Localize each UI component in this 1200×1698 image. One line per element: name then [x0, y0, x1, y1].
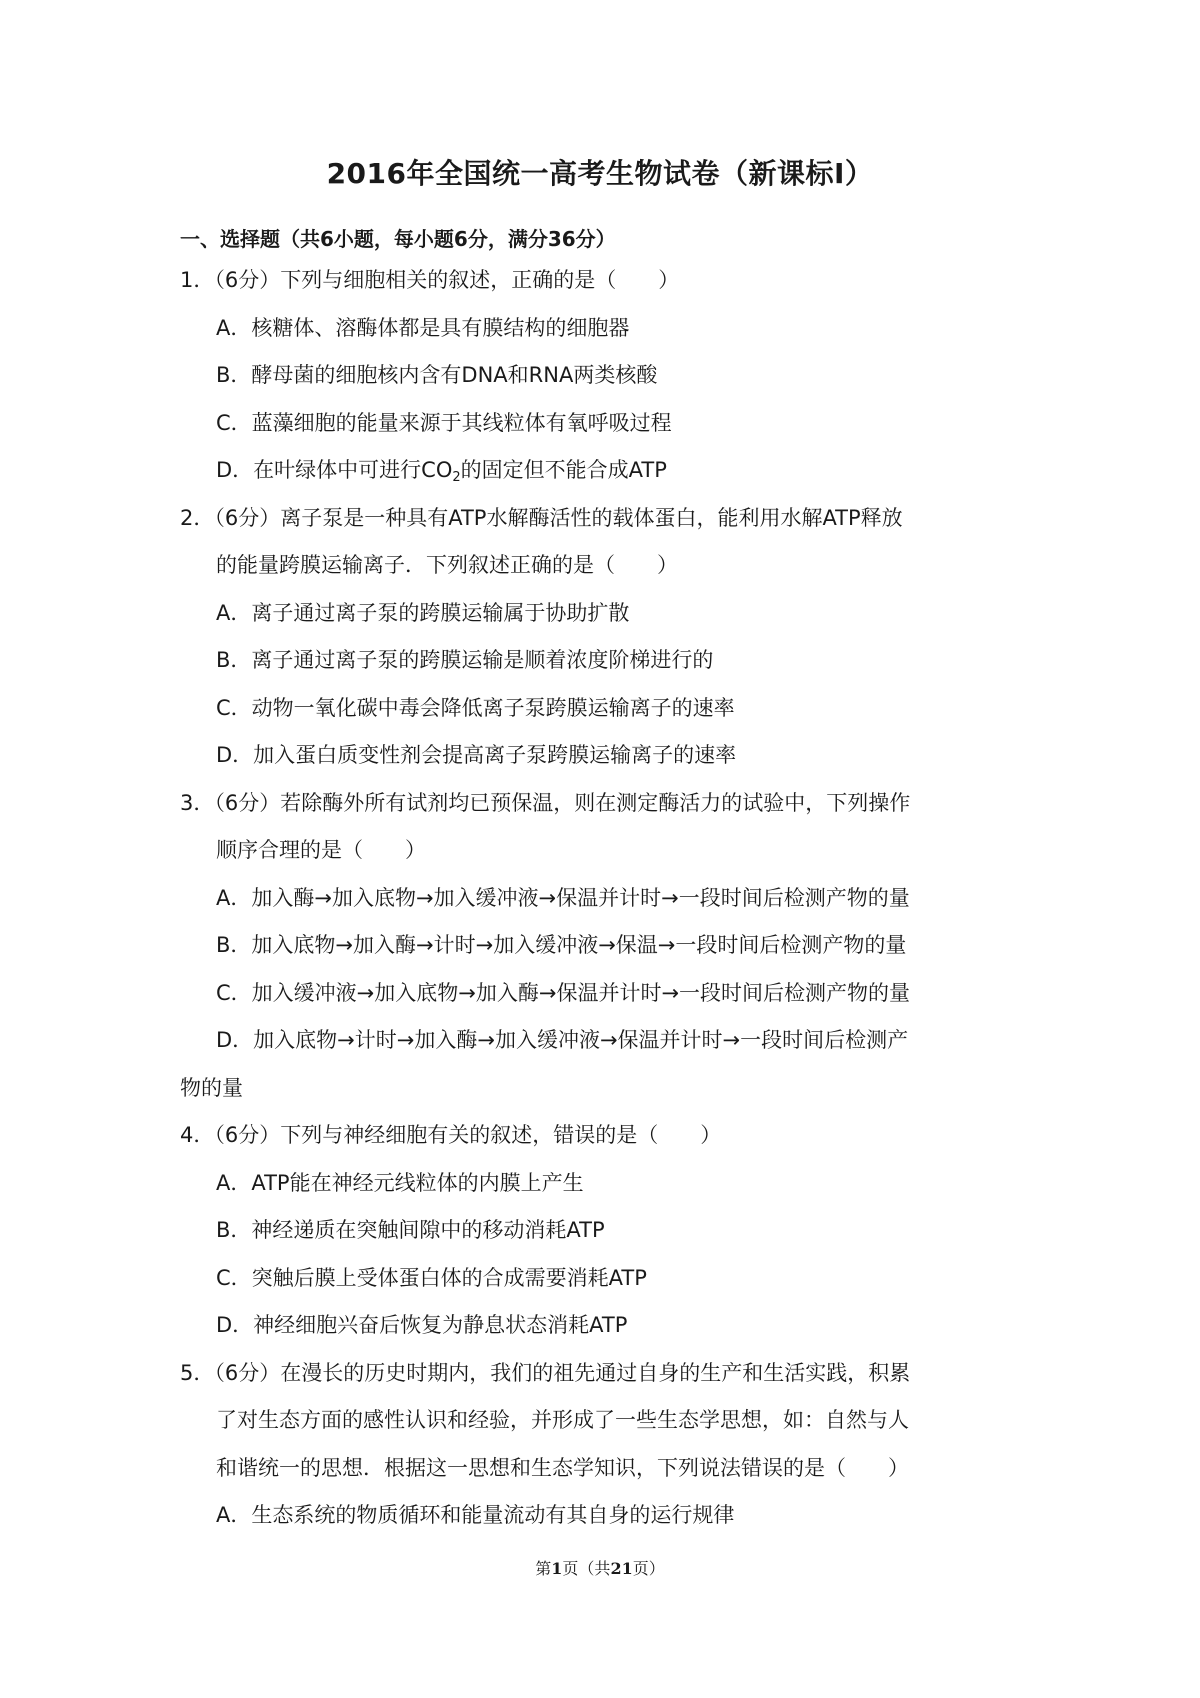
question-1-option-c: C．蓝藻细胞的能量来源于其线粒体有氧呼吸过程: [216, 410, 672, 435]
option-d-suffix: 的固定但不能合成ATP: [460, 458, 667, 482]
footer-page-number: 1: [551, 1559, 563, 1578]
question-2-option-d: D．加入蛋白质变性剂会提高离子泵跨膜运输离子的速率: [216, 743, 737, 767]
question-3-option-b: B．加入底物→加入酶→计时→加入缓冲液→保温→一段时间后检测产物的量: [216, 933, 907, 957]
question-3-stem: 3．（6分）若除酶外所有试剂均已预保温，则在测定酶活力的试验中，下列操作: [180, 790, 911, 815]
question-3-option-d: D．加入底物→计时→加入酶→加入缓冲液→保温并计时→一段时间后检测产: [216, 1028, 909, 1052]
question-2-stem-continued: 的能量跨膜运输离子．下列叙述正确的是（ ）: [216, 553, 678, 577]
footer-total-pages: 21: [610, 1559, 633, 1578]
question-2-stem: 2．（6分）离子泵是一种具有ATP水解酶活性的载体蛋白，能利用水解ATP释放: [180, 505, 903, 530]
footer-prefix: 第: [535, 1559, 552, 1578]
question-4-option-d: D．神经细胞兴奋后恢复为静息状态消耗ATP: [216, 1313, 628, 1337]
question-1-option-a: A．核糖体、溶酶体都是具有膜结构的细胞器: [216, 315, 630, 340]
question-5-option-a: A．生态系统的物质循环和能量流动有其自身的运行规律: [216, 1503, 735, 1527]
footer-suffix: 页）: [632, 1559, 665, 1578]
question-1-option-b: B．酵母菌的细胞核内含有DNA和RNA两类核酸: [216, 363, 658, 387]
question-2-option-a: A．离子通过离子泵的跨膜运输属于协助扩散: [216, 600, 630, 625]
page-title: 2016年全国统一高考生物试卷（新课标Ⅰ）: [326, 157, 874, 190]
question-4-option-a: A．ATP能在神经元线粒体的内膜上产生: [216, 1170, 584, 1195]
question-3-option-d-wrap: 物的量: [180, 1075, 243, 1100]
question-list: [180, 257, 1040, 1540]
question-4-stem: 4．（6分）下列与神经细胞有关的叙述，错误的是（ ）: [180, 1123, 722, 1147]
option-d-prefix: D．在叶绿体中可进行CO: [216, 458, 453, 482]
question-4-option-c: C．突触后膜上受体蛋白体的合成需要消耗ATP: [216, 1265, 647, 1290]
question-3-option-a: A．加入酶→加入底物→加入缓冲液→保温并计时→一段时间后检测产物的量: [216, 885, 910, 910]
question-5-stem-continued-2: 和谐统一的思想．根据这一思想和生态学知识，下列说法错误的是（ ）: [216, 1455, 909, 1480]
page-footer: [0, 1556, 1200, 1579]
question-3-stem-continued: 顺序合理的是（ ）: [216, 838, 426, 862]
question-4-option-b: B．神经递质在突触间隙中的移动消耗ATP: [216, 1218, 605, 1242]
question-5-stem-continued-1: 了对生态方面的感性认识和经验，并形成了一些生态学思想，如：自然与人: [216, 1408, 909, 1432]
question-2-option-c: C．动物一氧化碳中毒会降低离子泵跨膜运输离子的速率: [216, 695, 735, 720]
question-1-stem: 1．（6分）下列与细胞相关的叙述，正确的是（ ）: [180, 268, 680, 292]
question-5-stem: 5．（6分）在漫长的历史时期内，我们的祖先通过自身的生产和生活实践，积累: [180, 1360, 911, 1385]
co2-subscript: 2: [452, 470, 461, 485]
footer-middle: 页（共: [562, 1559, 611, 1578]
question-2-option-b: B．离子通过离子泵的跨膜运输是顺着浓度阶梯进行的: [216, 648, 714, 672]
section-heading: 一、选择题（共6小题，每小题6分，满分36分）: [180, 227, 616, 251]
question-1-option-d: [180, 447, 1040, 495]
question-3-option-c: C．加入缓冲液→加入底物→加入酶→保温并计时→一段时间后检测产物的量: [216, 980, 911, 1005]
